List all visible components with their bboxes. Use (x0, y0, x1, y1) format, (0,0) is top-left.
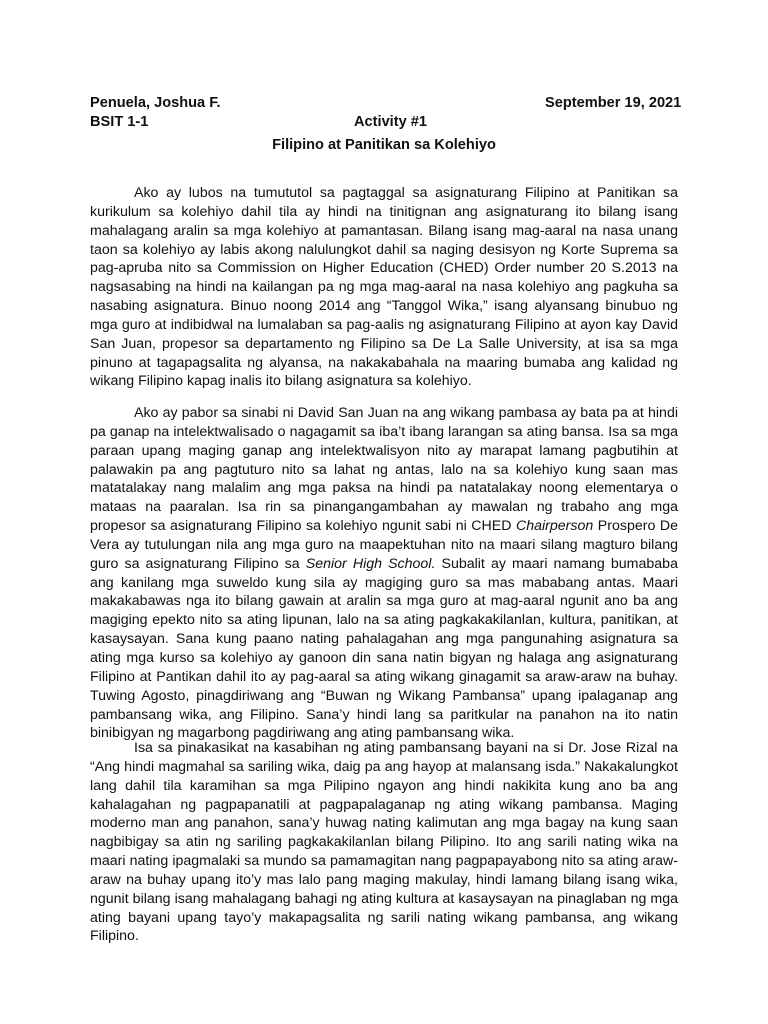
paragraph-2 (90, 404, 678, 743)
paragraph-2-part-b: Prospero De Vera ay tutulungan nila ang mga guro na maapektuhan nito na maari silang magturo bilang guro sa asignaturang Filipino sa (90, 518, 678, 572)
paragraph-3: Isa sa pinakasikat na kasabihan ng ating pambansang bayani na si Dr. Jose Rizal na “Ang hindi magmahal sa sariling wika, daig pa ang hayop at malansang isda.” Nakakalungkot lang dahil tila karamihan sa mga Pilipino ngayon ang hindi nakikita kung ano ba ang kahalagahan ng pagpapanatili at pagpapalaganap ng ating wikang pambansa. Maging moderno man ang panahon, sana’y huwag nating kalimutan ang mga bagay na kung saan nagbibigay sa atin ng sariling pagkakakilanlan bilang Pilipino. Ito ang sarili nating wika na maari nating ipagmalaki sa mundo sa pamamagitan nang pagpapayabong nito sa ating araw-araw na buhay upang ito’y mas lalo pang maging makulay, hindi lamang bilang isang wika, ngunit bilang isang mahalagang bahagi ng ating kultura at kasaysayan na pinaglaban ng mga ating bayani upang tayo’y makapagsalita ng sarili nating wikang pambansa, ang wikang Filipino. (90, 740, 678, 945)
document-date: September 19, 2021 (545, 95, 682, 111)
paragraph-1: Ako ay lubos na tumututol sa pagtaggal sa asignaturang Filipino at Panitikan sa kurikulum sa kolehiyo dahil tila ay hindi na tinitignan ang asignaturang ito bilang isang mahalagang aralin sa mga kolehiyo at pamantasan. Bilang isang mag-aaral na nasa unang taon sa kolehiyo ay labis akong nalulungkot dahil sa naging desisyon ng Korte Suprema sa pag-apruba nito sa Commission on Higher Education (CHED) Order number 20 S.2013 na nagsasabing na hindi na kailangan pa ng mga mag-aaral na nasa kolehiyo ang pagkuha sa nasabing asignatura. Binuo noong 2014 ang “Tanggol Wika,” isang alyansang binubuo ng mga guro at indibidwal na lumalaban sa pag-aalis ng asignaturang Filipino at ayon kay David San Juan, propesor sa departamento ng Filipino sa De La Salle University, at isa sa mga pinuno at tagapagsalita ng alyansa, na nakakabahala na maaring bumaba ang kalidad ng wikang Filipino kapag inalis ito bilang asignatura sa kolehiyo. (90, 185, 678, 390)
document-title: Filipino at Panitikan sa Kolehiyo (272, 137, 496, 153)
emphasis-chairperson: Chairperson (515, 518, 594, 535)
paragraph-2-part-c: Subalit ay maari namang bumababa ang kanilang mga suweldo kung sila ay magiging guro sa mas mababang antas. Maari makakabawas nga ito bilang gawain at aralin sa mga guro at mag-aaral ngunit ano ba ang magiging epekto nito sa ating lipunan, lalo na sa ating pagkakakilanlan, kultura, panitikan, at kasaysayan. Sana kung paano nating pahalagahan ang mga pangunahing asignatura sa ating mga kurso sa kolehiyo ay ganoon din sana natin bigyan ng halaga ang asignaturang Filipino at Pantikan dahil ito ay pag-aaral sa ating wikang ginagamit sa araw-araw na buhay. Tuwing Agosto, pinagdiriwang ang “Buwan ng Wikang Pambansa” upang ipalaganap ang pambansang wika, ang Filipino. Sana’y hindi lang sa paritkular na panahon na ito natin binibigyan ng magarbong pagdiriwang ang ating pambansang wika. (90, 555, 678, 742)
activity-label: Activity #1 (354, 114, 428, 130)
emphasis-senior-high-school: Senior High School. (305, 555, 436, 572)
paragraph-2-part-a: Ako ay pabor sa sinabi ni David San Juan na ang wikang pambasa ay bata pa at hindi pa ganap na intelektwalisado o nagagamit sa iba’t ibang larangan sa ating bansa. Isa sa mga paraan upang maging ganap ang intelektwalisyon nito ay marapat lamang pagbutihin at palawakin pa ang pagtuturo nito sa lahat ng antas, lalo na sa kolehiyo kung saan mas matatalakay nang malalim ang mga paksa na hindi pa natatalakay noong elementarya o mataas na paaralan. Isa rin sa pinangangambahan ay mawalan ng trabaho ang mga propesor sa asignaturang Filipino sa kolehiyo ngunit sabi ni CHED (90, 405, 678, 535)
course-section: BSIT 1-1 (90, 114, 149, 130)
author-name: Penuela, Joshua F. (90, 95, 221, 111)
